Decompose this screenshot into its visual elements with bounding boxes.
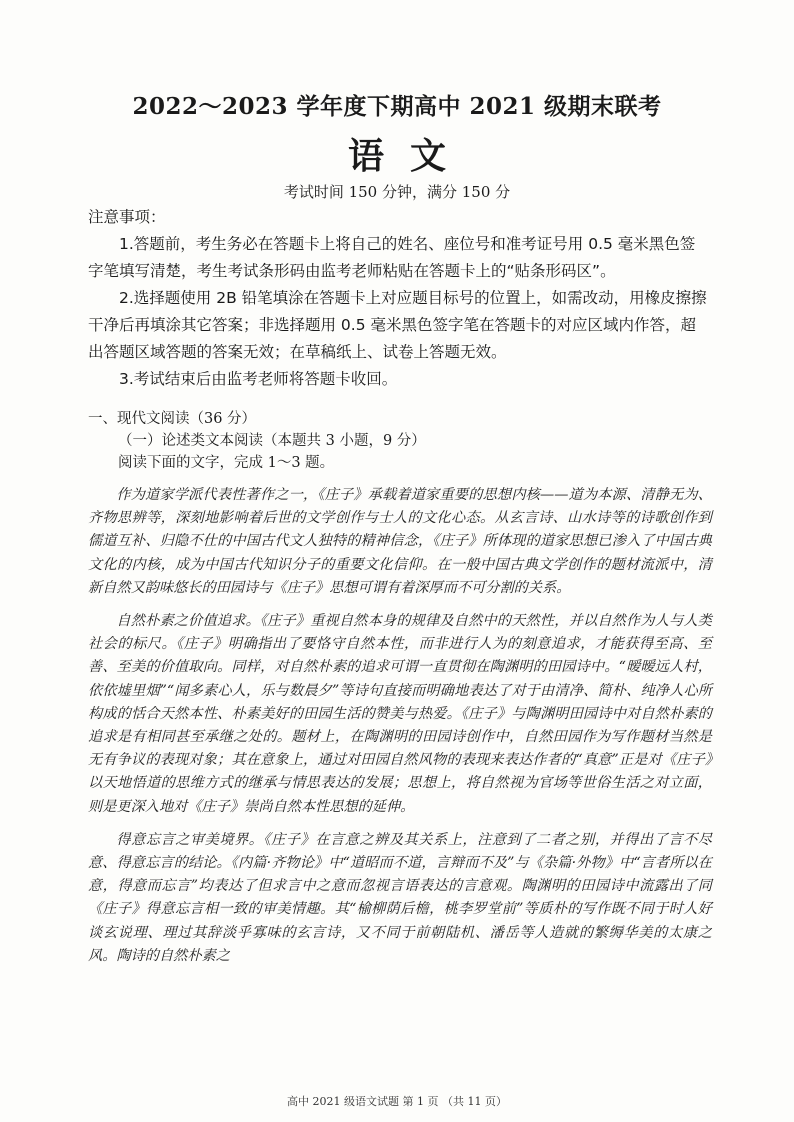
passage-paragraph: 自然朴素之价值追求。《庄子》重视自然本身的规律及自然中的天然性，并以自然作为人与人类社会的标尺。《庄子》明确指出了要恪守自然本性，而非进行人为的刻意追求，才能获得至高、至善、至美的价值取向。同样，对自然朴素的追求可谓一直贯彻在陶渊明的田园诗中。“暧暧远人村，依依墟里烟”“闻多素心人，乐与数晨夕”等诗句直接而明确地表达了对于由清净、简朴、纯净人心所构成的恬合天然本性、朴素美好的田园生活的赞美与热爱。《庄子》与陶渊明田园诗中对自然朴素的追求是有相同甚至承继之处的。题材上，在陶渊明的田园诗创作中，自然田园作为写作题材当然是无有争议的表现对象；其在意象上，通过对田园自然风物的表现来表达作者的“真意”正是对《庄子》以天地悟道的思维方式的继承与情思表达的发展；思想上，将自然视为官场等世俗生活之对立面，则是更深入地对《庄子》崇尚自然本性思想的延伸。	[88, 613, 712, 815]
reading-instruction: 阅读下面的文字，完成 1～3 题。	[118, 455, 335, 471]
section-header	[88, 408, 708, 474]
exam-title: 2022～2023 学年度下期高中 2021 级期末联考	[132, 93, 662, 120]
passage-paragraph: 得意忘言之审美境界。《庄子》在言意之辨及其关系上，注意到了二者之别，并得出了言不尽意、得意忘言的结论。《内篇·齐物论》中“道昭而不道，言辩而不及”与《杂篇·外物》中“言者所以在意，得意而忘言”均表达了但求言中之意而忽视言语表达的言意观。陶渊明的田园诗中流露出了同《庄子》得意忘言相一致的审美情趣。其“榆柳荫后檐，桃李罗堂前”等质朴的写作既不同于时人好谈玄说理、理过其辞淡乎寡味的玄言诗，又不同于前朝陆机、潘岳等人造就的繁缛华美的太康之风。陶诗的自然朴素之	[88, 831, 712, 964]
notice-item: 3.考试结束后由监考老师将答题卡收回。	[119, 370, 398, 388]
notice-heading: 注意事项：	[88, 208, 166, 226]
subject-title: 语文	[347, 135, 472, 177]
sub-section-title: （一）论述类文本阅读（本题共 3 小题，9 分）	[118, 433, 426, 449]
passage-paragraph: 作为道家学派代表性著作之一，《庄子》承载着道家重要的思想内核——道为本源、清静无为、齐物思辨等，深刻地影响着后世的文学创作与士人的文化心态。从玄言诗、山水诗等的诗歌创作到儒道互补、归隐不仕的中国古代文人独特的精神信念，《庄子》所体现的道家思想已渗入了中国古典文化的内核，成为中国古代知识分子的重要文化信仰。在一般中国古典文学创作的题材流派中，清新自然又韵味悠长的田园诗与《庄子》思想可谓有着深厚而不可分割的关系。	[88, 487, 712, 596]
reading-passage	[88, 484, 712, 978]
exam-info: 考试时间 150 分钟，满分 150 分	[283, 183, 511, 201]
part-title: 一、现代文阅读（36 分）	[88, 411, 257, 427]
notice-item: 2.选择题使用 2B 铅笔填涂在答题卡上对应题目标号的位置上，如需改动，用橡皮擦擦干净后再填涂其它答案；非选择题用 0.5 毫米黑色签字笔在答题卡的对应区域内作答，超出答题区域答题的答案无效；在草稿纸上、试卷上答题无效。	[88, 289, 707, 361]
notice-block	[88, 204, 708, 393]
page-footer: 高中 2021 级语文试题 第 1 页 （共 11 页）	[287, 1095, 507, 1108]
notice-item: 1.答题前，考生务必在答题卡上将自己的姓名、座位号和准考证号用 0.5 毫米黑色签字笔填写清楚，考生考试条形码由监考老师粘贴在答题卡上的“贴条形码区”。	[88, 235, 696, 280]
